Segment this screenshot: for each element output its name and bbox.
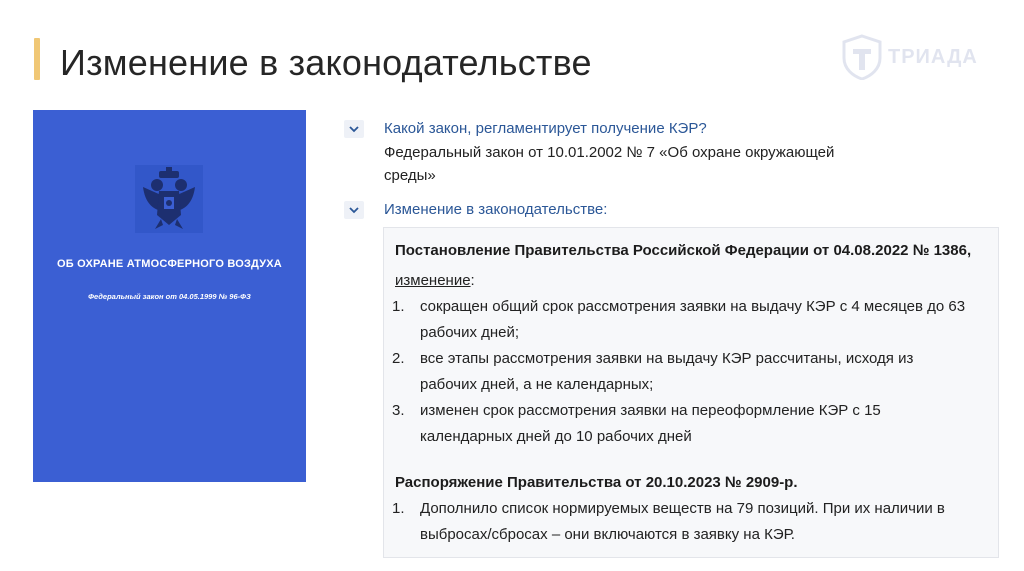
list-item <box>392 346 972 398</box>
title-accent-bar <box>34 38 40 80</box>
order-heading: Распоряжение Правительства от 20.10.2023 № 2909-р. <box>395 474 798 491</box>
faq-item-1[interactable] <box>344 119 707 139</box>
faq-answer-1: Федеральный закон от 10.01.2002 № 7 «Об охране окружающей среды» <box>384 144 835 184</box>
list-number: 3. <box>392 402 405 419</box>
list-number: 2. <box>392 350 405 367</box>
list-item <box>392 496 972 548</box>
order-change-list <box>392 496 972 548</box>
decree-change-list <box>392 294 972 450</box>
shield-icon <box>840 34 884 80</box>
list-text: изменен срок рассмотрения заявки на переоформление КЭР с 15 календарных дней до 10 рабочих дней <box>420 402 881 445</box>
faq-question-2[interactable]: Изменение в законодательстве: <box>384 201 608 218</box>
list-text: сокращен общий срок рассмотрения заявки на выдачу КЭР с 4 месяцев до 63 рабочих дней; <box>420 298 966 341</box>
change-word: изменение <box>395 272 471 289</box>
coat-of-arms-emblem <box>135 165 203 233</box>
faq-answer-panel <box>383 227 999 558</box>
cover-title: ОБ ОХРАНЕ АТМОСФЕРНОГО ВОЗДУХА <box>57 258 282 270</box>
law-book-cover <box>33 110 306 482</box>
list-item <box>392 294 972 346</box>
list-number: 1. <box>392 298 405 315</box>
list-number: 1. <box>392 500 405 517</box>
faq-question-1[interactable]: Какой закон, регламентирует получение КЭР? <box>384 120 707 137</box>
change-colon: : <box>470 272 475 289</box>
decree-heading: Постановление Правительства Российской Федерации от 04.08.2022 № 1386, <box>395 242 972 259</box>
double-headed-eagle-icon <box>135 165 203 233</box>
list-text: все этапы рассмотрения заявки на выдачу КЭР рассчитаны, исходя из рабочих дней, а не календарных; <box>420 350 914 393</box>
logo-text: ТРИАДА <box>888 45 978 68</box>
list-item <box>392 398 972 450</box>
page-title: Изменение в законодательстве <box>60 42 592 83</box>
list-text: Дополнило список нормируемых веществ на 79 позиций. При их наличии в выбросах/сбросах – они включаются в заявку на КЭР. <box>420 500 945 543</box>
change-label <box>395 272 475 289</box>
chevron-down-icon[interactable] <box>344 120 364 138</box>
triada-logo <box>840 34 978 80</box>
faq-item-2[interactable] <box>344 200 607 220</box>
cover-subtitle: Федеральный закон от 04.05.1999 № 96-ФЗ <box>88 292 251 301</box>
chevron-down-icon[interactable] <box>344 201 364 219</box>
